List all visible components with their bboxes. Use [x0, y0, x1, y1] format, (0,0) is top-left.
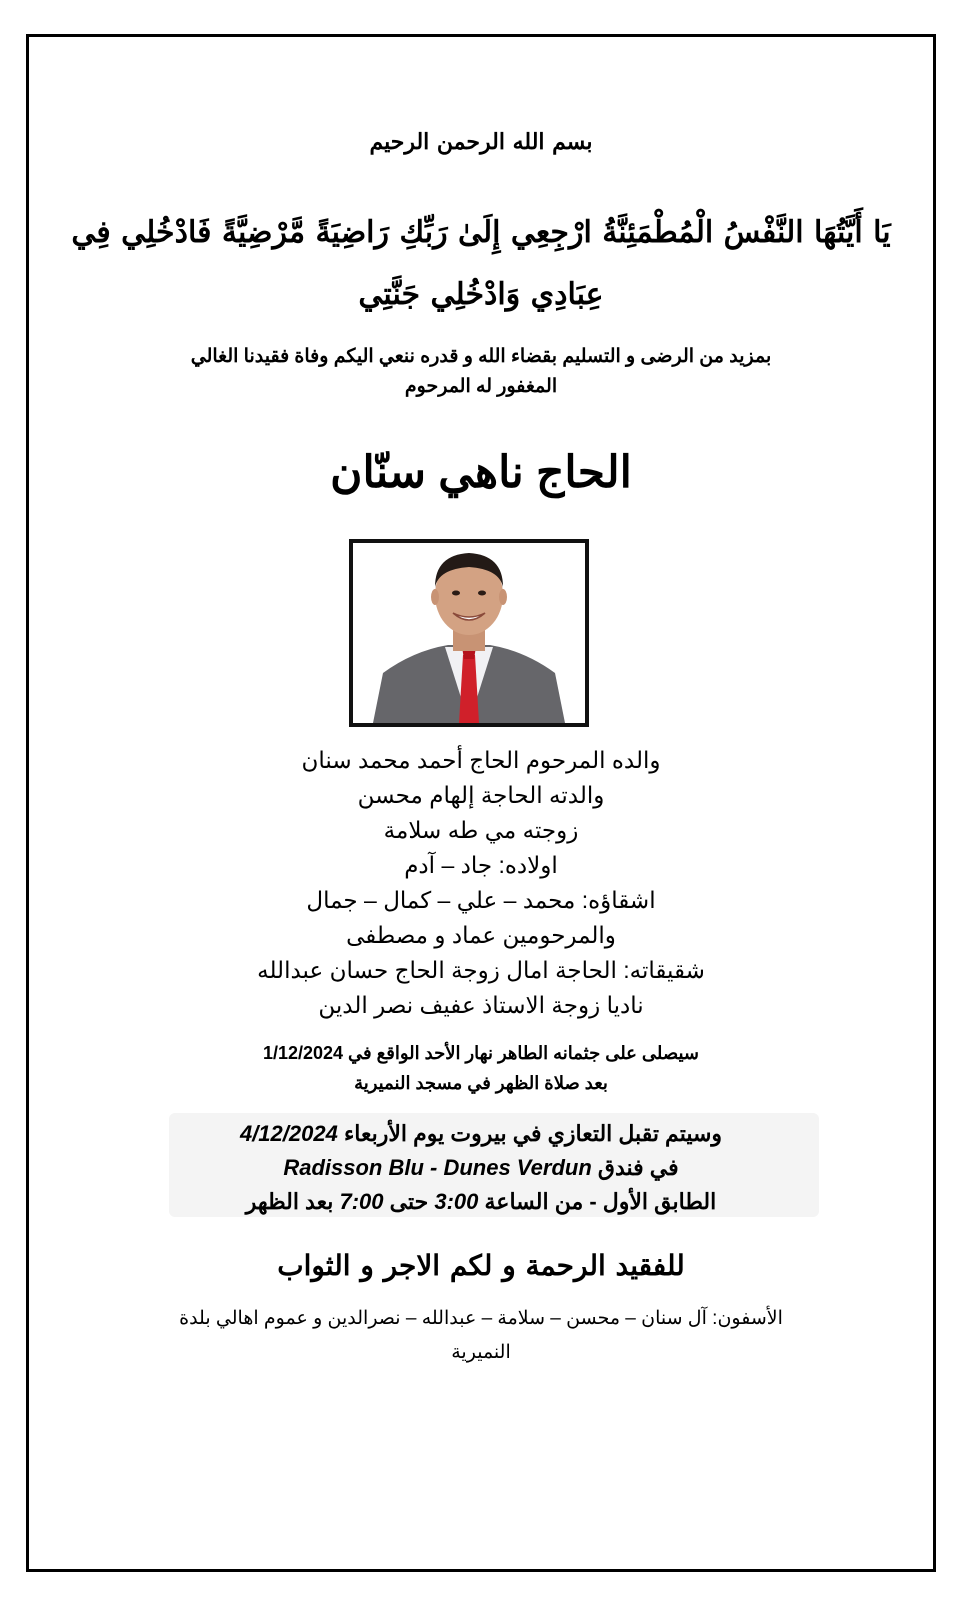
- family-mother: والدته الحاجة إلهام محسن: [357, 782, 605, 808]
- mourners-line-2: النميرية: [451, 1342, 511, 1363]
- condolence-floor: الطابق الأول - من الساعة: [484, 1189, 717, 1214]
- mourners-line-1: الأسفون: آل سنان – محسن – سلامة – عبدالله – نصرالدين و عموم اهالي بلدة: [179, 1308, 783, 1329]
- deceased-name: الحاج ناهي سنّان: [330, 448, 632, 497]
- funeral-prayer-line-1: سيصلى على جثمانه الطاهر نهار الأحد الواقع في 1/12/2024: [262, 1043, 700, 1063]
- quran-verse-line-2: عِبَادِي وَادْخُلِي جَنَّتِي: [358, 277, 604, 312]
- quran-verse-line-1: يَا أَيَّتُهَا النَّفْسُ الْمُطْمَئِنَّةُ ارْجِعِي إِلَىٰ رَبِّكِ رَاضِيَةً مَّرْضِيَّةً فَادْخُلِي فِي: [71, 215, 891, 250]
- condolence-time-from: 3:00: [434, 1189, 479, 1214]
- closing-phrase: للفقيد الرحمة و لكم الاجر و الثواب: [277, 1249, 685, 1282]
- intro-line-2: المغفور له المرحوم: [404, 376, 558, 397]
- condolence-line-3: [29, 1189, 933, 1215]
- condolence-date: 4/12/2024: [239, 1121, 338, 1146]
- family-deceased-brothers: والمرحومين عماد و مصطفى: [346, 922, 616, 948]
- condolence-text: وسيتم تقبل التعازي في بيروت يوم الأربعاء: [343, 1121, 723, 1146]
- family-sister-2: ناديا زوجة الاستاذ عفيف نصر الدين: [318, 992, 644, 1018]
- condolence-line-2: [29, 1155, 933, 1181]
- family-sisters: شقيقاته: الحاجة امال زوجة الحاج حسان عبدالله: [257, 957, 705, 983]
- family-father: والده المرحوم الحاج أحمد محمد سنان: [301, 747, 661, 773]
- family-brothers: اشقاؤه: محمد – علي – كمال – جمال: [306, 887, 656, 913]
- portrait-image: [353, 543, 585, 723]
- condolence-venue: Radisson Blu - Dunes Verdun: [283, 1155, 592, 1180]
- notice-frame: [26, 34, 936, 1572]
- deceased-portrait: [349, 539, 589, 727]
- family-wife: زوجته مي طه سلامة: [383, 817, 579, 843]
- condolence-line-1: [29, 1121, 933, 1147]
- family-children: اولاده: جاد – آدم: [404, 852, 558, 878]
- condolence-afternoon: بعد الظهر: [245, 1189, 334, 1214]
- funeral-prayer-line-2: بعد صلاة الظهر في مسجد النميرية: [354, 1073, 608, 1093]
- condolence-until: حتى: [389, 1189, 429, 1214]
- intro-line-1: بمزيد من الرضى و التسليم بقضاء الله و قدره ننعي اليكم وفاة فقيدنا الغالي: [190, 346, 772, 367]
- basmala-heading: بسم الله الرحمن الرحيم: [369, 129, 593, 155]
- condolence-venue-prefix: في فندق: [597, 1155, 679, 1180]
- condolence-time-to: 7:00: [339, 1189, 384, 1214]
